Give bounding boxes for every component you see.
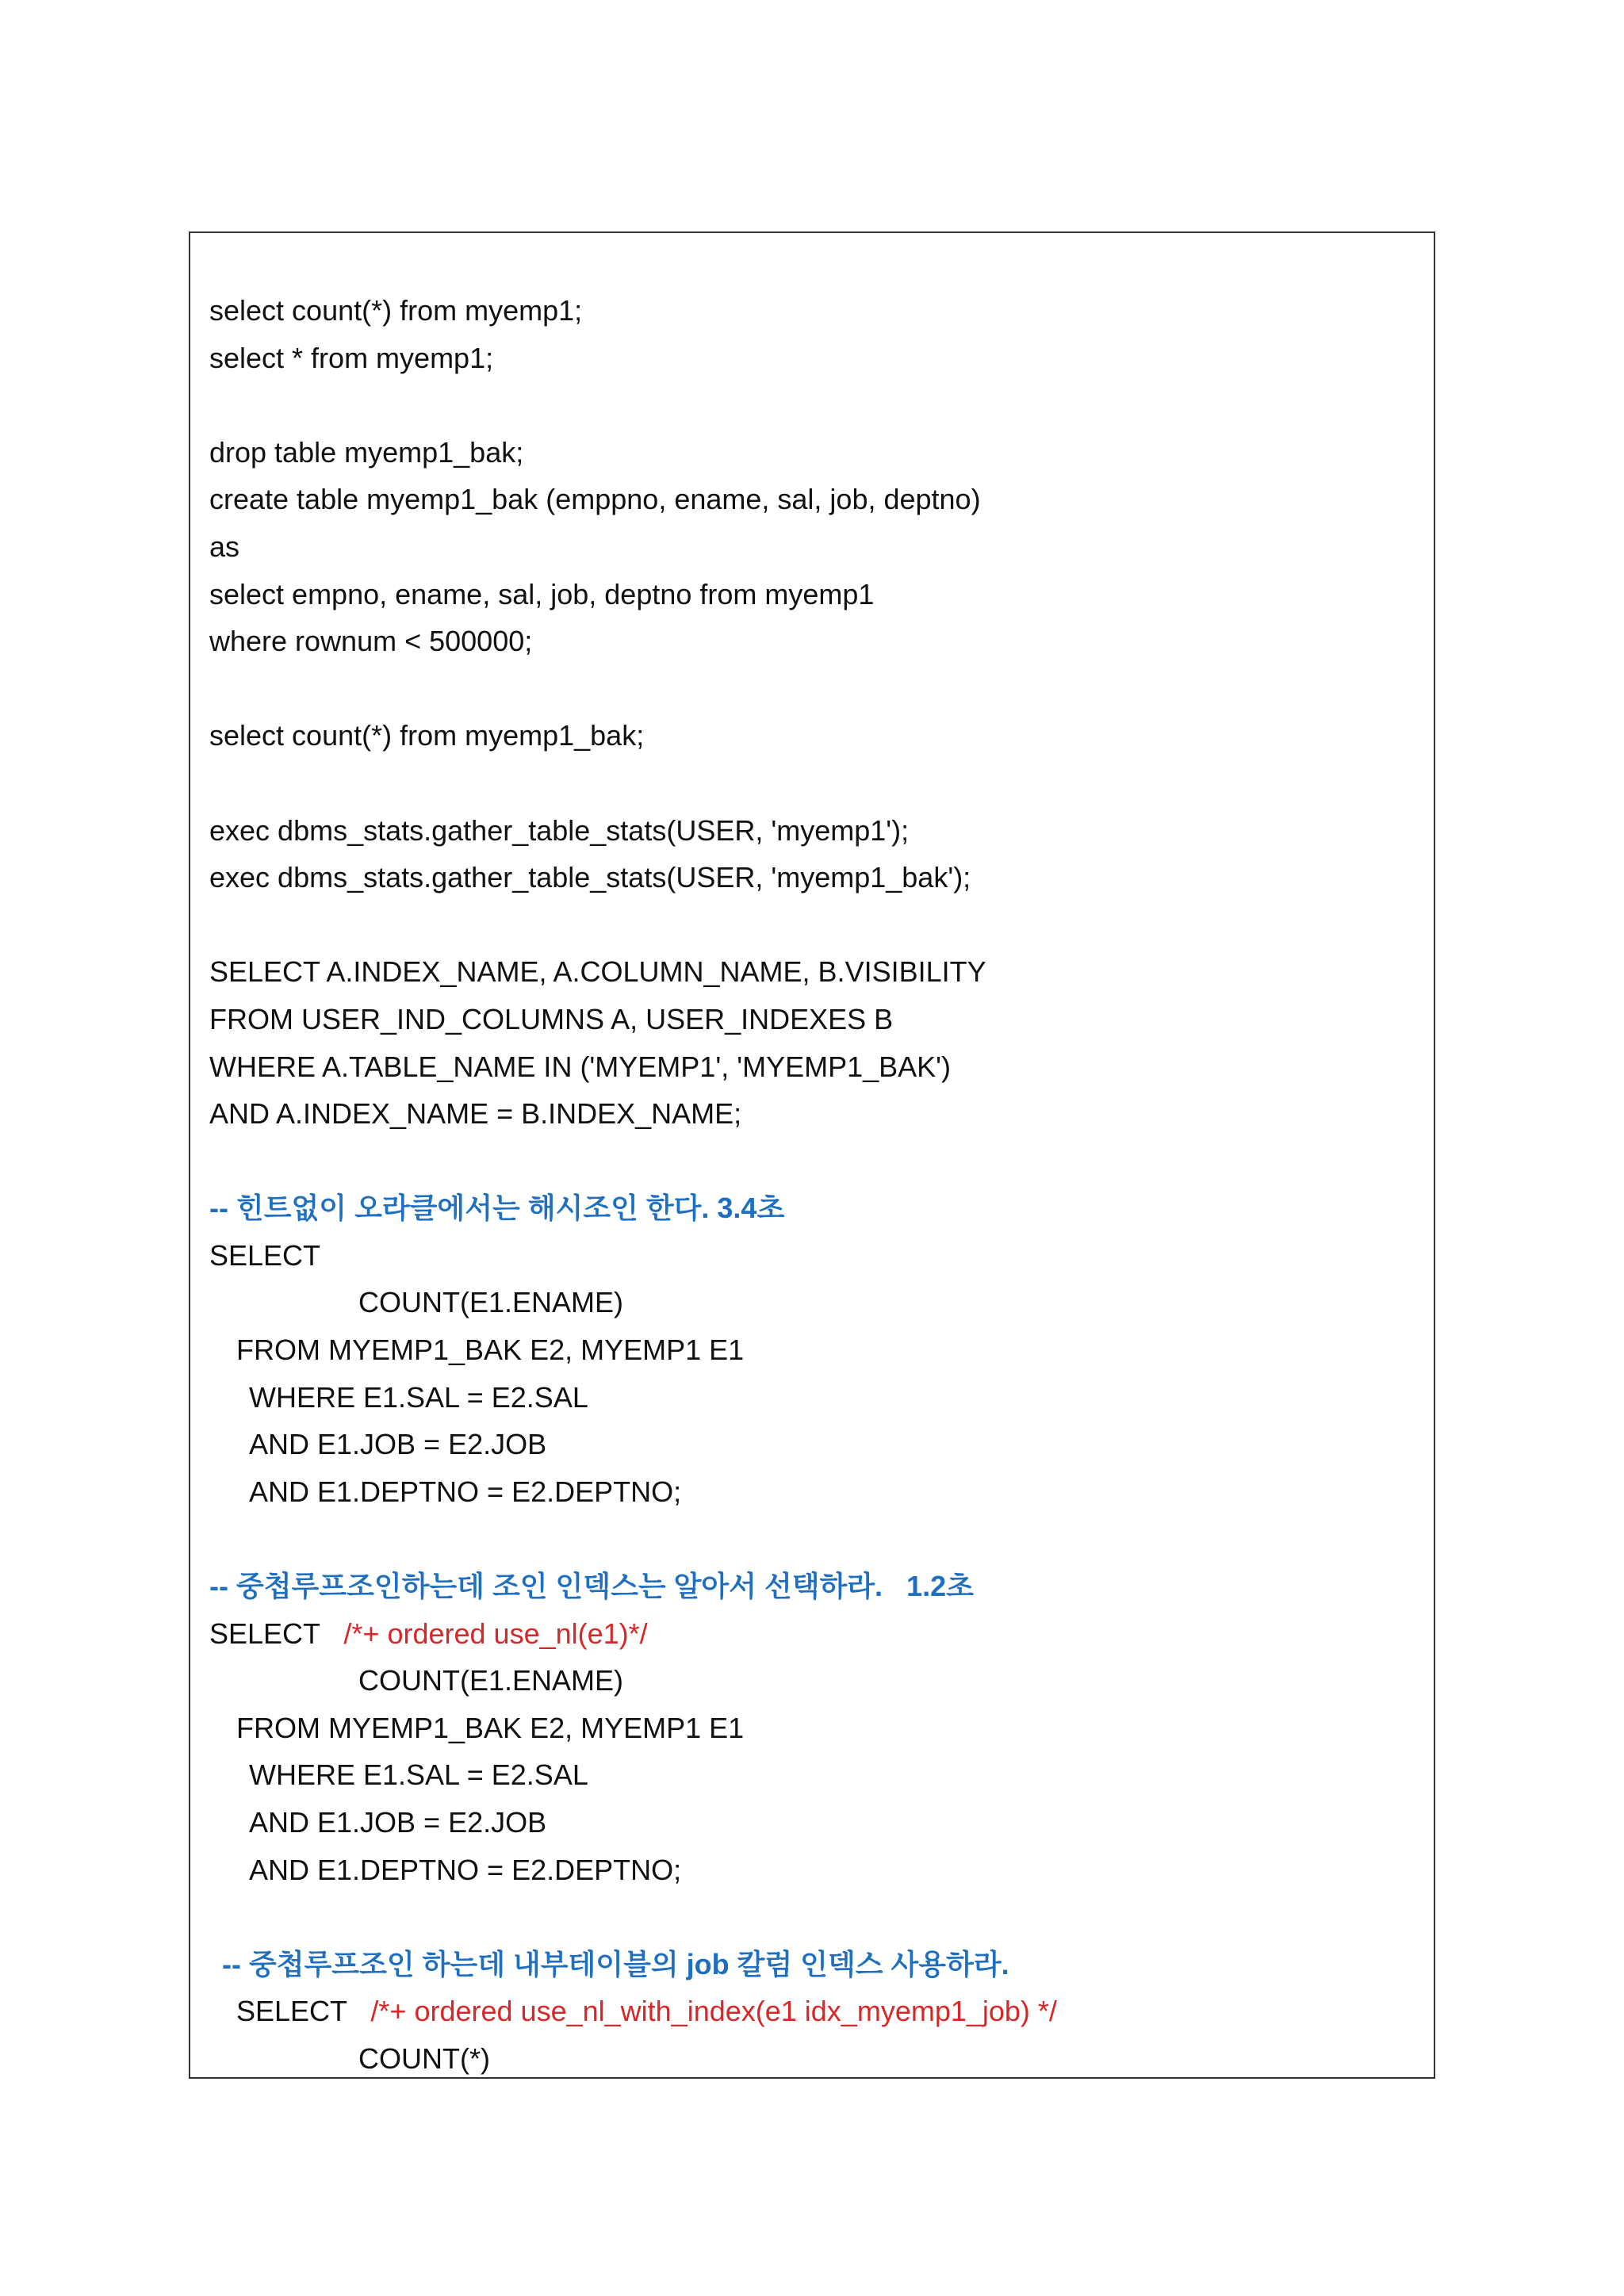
code-line: drop table myemp1_bak; [209, 435, 524, 469]
comment-hash-join: -- 힌트없이 오라클에서는 해시조인 한다. 3.4초 [209, 1192, 785, 1225]
code-line: WHERE E1.SAL = E2.SAL [249, 1380, 588, 1414]
code-line: select * from myemp1; [209, 341, 494, 374]
blank-line [209, 665, 1415, 713]
blank-line [209, 901, 1415, 949]
code-line: select count(*) from myemp1_bak; [209, 719, 645, 752]
blank-line [209, 1893, 1415, 1941]
code-line: AND E1.DEPTNO = E2.DEPTNO; [249, 1853, 682, 1886]
comment-nested-loop: -- 중첩루프조인하는데 조인 인덱스는 알아서 선택하라. 1.2초 [209, 1570, 974, 1603]
blank-line [209, 381, 1415, 429]
optimizer-hint: /*+ ordered use_nl_with_index(e1 idx_myemp1_job) */ [370, 1995, 1057, 2028]
select-keyword: SELECT [209, 1617, 320, 1650]
sql-code-block [209, 287, 1415, 2079]
code-line: SELECT A.INDEX_NAME, A.COLUMN_NAME, B.VISIBILITY [209, 955, 986, 989]
optimizer-hint: /*+ ordered use_nl(e1)*/ [343, 1617, 648, 1650]
select-keyword: SELECT [236, 1995, 347, 2028]
code-line: AND E1.DEPTNO = E2.DEPTNO; [249, 1475, 682, 1508]
comment-nested-loop-index: -- 중첩루프조인 하는데 내부테이블의 job 칼럼 인덱스 사용하라. [222, 1947, 1009, 1980]
code-line: exec dbms_stats.gather_table_stats(USER, 'myemp1'); [209, 813, 910, 847]
blank-line [209, 760, 1415, 807]
code-line [209, 1610, 1415, 1658]
code-line: exec dbms_stats.gather_table_stats(USER, 'myemp1_bak'); [209, 861, 971, 894]
code-box [189, 232, 1435, 2079]
code-line: SELECT [209, 1238, 321, 1272]
code-line: select empno, ename, sal, job, deptno from myemp1 [209, 577, 875, 610]
code-line: FROM MYEMP1_BAK E2, MYEMP1 E1 [236, 1711, 745, 1744]
blank-line [209, 1138, 1415, 1185]
code-line: AND E1.JOB = E2.JOB [249, 1428, 547, 1461]
code-line: select count(*) from myemp1; [209, 294, 583, 327]
code-line: COUNT(*) [358, 2042, 490, 2075]
code-line: WHERE A.TABLE_NAME IN ('MYEMP1', 'MYEMP1_BAK') [209, 1050, 952, 1083]
code-line [209, 1988, 1415, 2035]
code-line: COUNT(E1.ENAME) [358, 1286, 624, 1319]
code-line: as [209, 530, 240, 563]
code-line: FROM MYEMP1_BAK E2, MYEMP1 E1 [236, 1334, 745, 1367]
code-line: COUNT(E1.ENAME) [358, 1664, 624, 1697]
code-line: AND A.INDEX_NAME = B.INDEX_NAME; [209, 1097, 742, 1131]
code-line: where rownum < 500000; [209, 625, 533, 658]
code-line: WHERE E1.SAL = E2.SAL [249, 1758, 588, 1792]
code-line: create table myemp1_bak (emppno, ename, sal, job, deptno) [209, 483, 981, 516]
code-line: AND E1.JOB = E2.JOB [249, 1806, 547, 1839]
blank-line [209, 1515, 1415, 1563]
code-line: FROM USER_IND_COLUMNS A, USER_INDEXES B [209, 1002, 894, 1035]
